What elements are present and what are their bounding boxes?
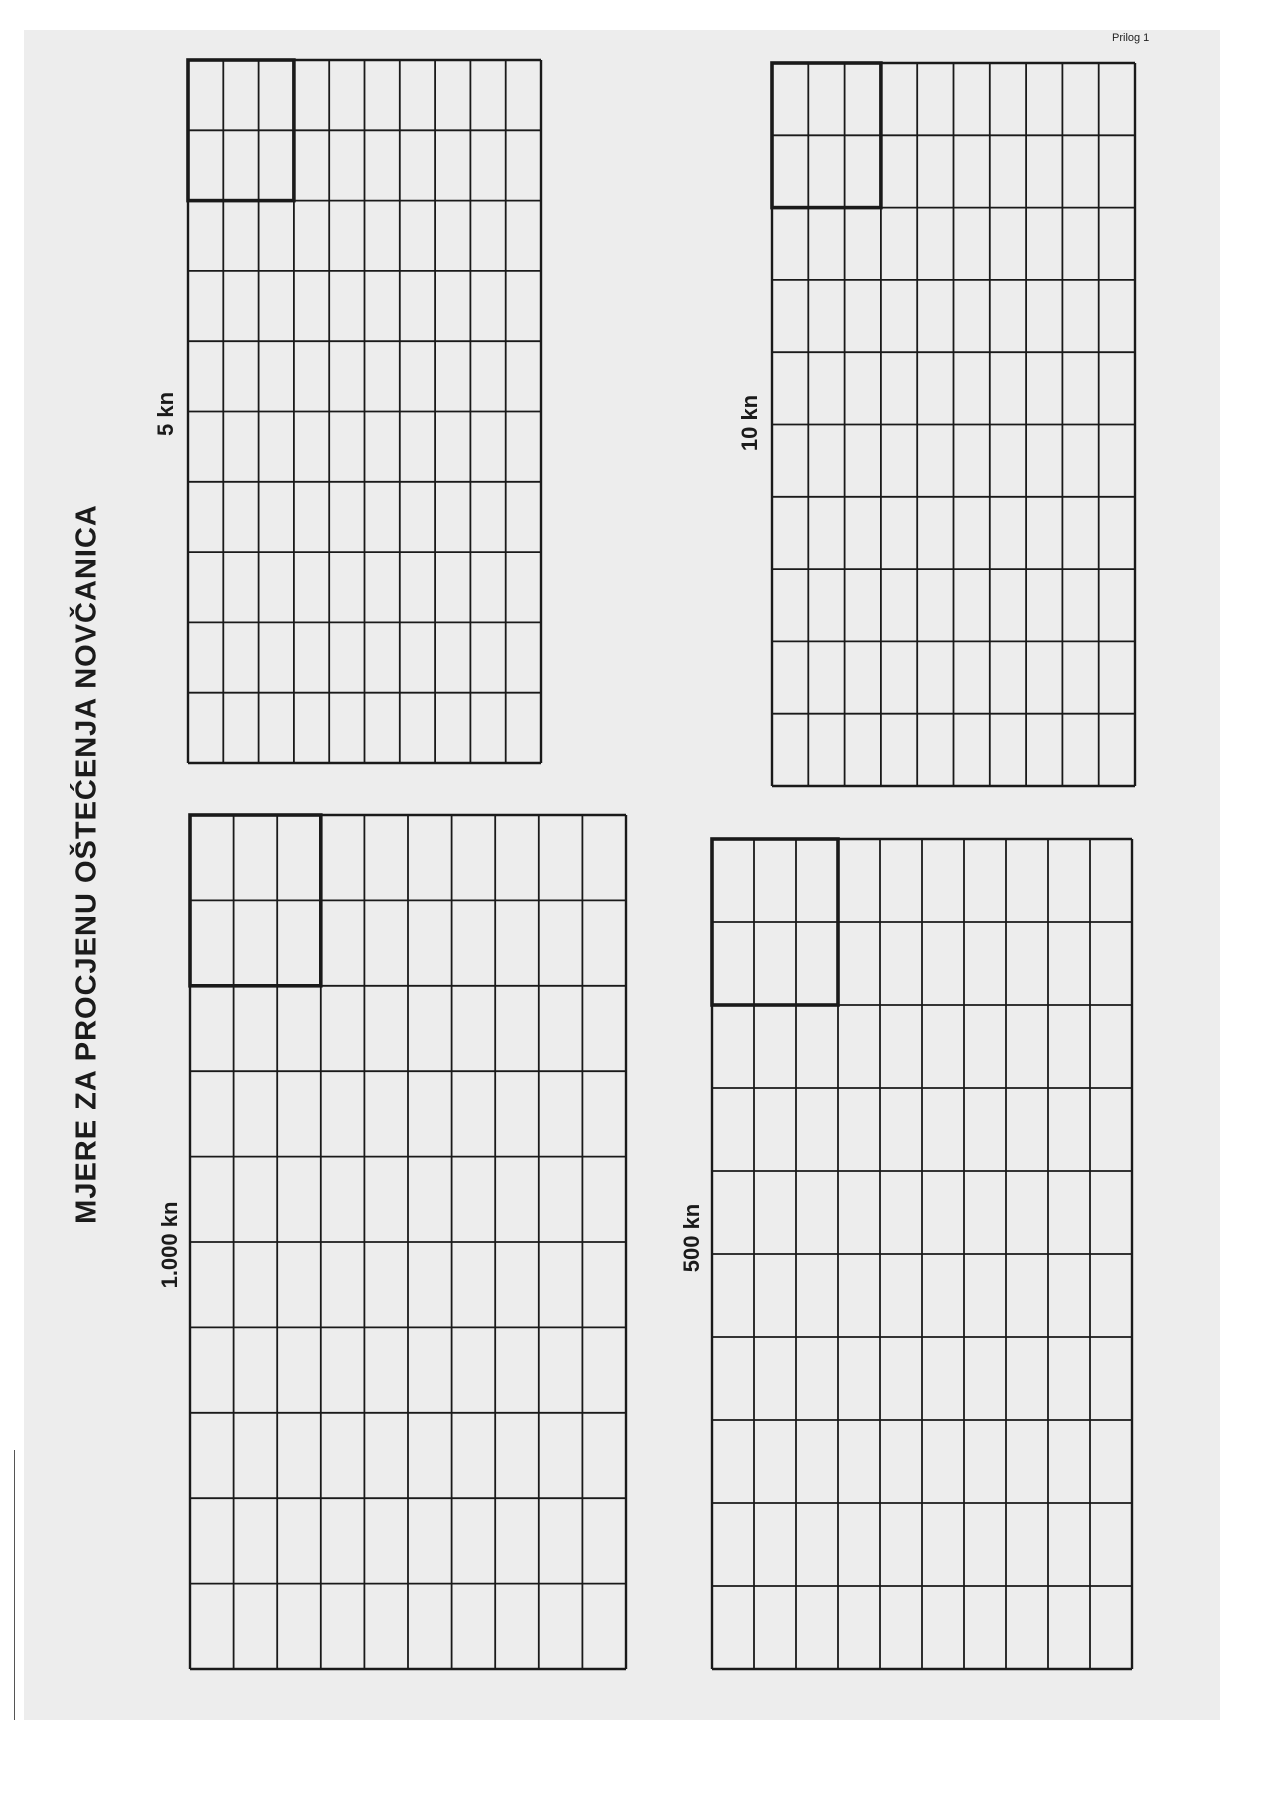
grid-lines [190,815,626,1669]
measurement-grid-10-kn [772,63,1135,786]
denomination-label-1000-kn: 1.000 kn [157,1201,182,1289]
scan-edge-mark [14,1450,15,1720]
grid-lines [772,63,1135,786]
grid-lines [712,839,1132,1669]
grid-lines [188,60,541,763]
measurement-grid-1000-kn [190,815,626,1669]
denomination-label-5-kn: 5 kn [153,391,178,437]
denomination-label-500-kn: 500 kn [679,1203,704,1273]
measurement-grid-5-kn [188,60,541,763]
attachment-label: Prilog 1 [1112,32,1150,44]
denomination-label-10-kn: 10 kn [737,394,762,452]
measurement-grid-500-kn [712,839,1132,1669]
page-title: MJERE ZA PROCJENU OŠTEĆENJA NOVČANICA [70,504,103,1224]
